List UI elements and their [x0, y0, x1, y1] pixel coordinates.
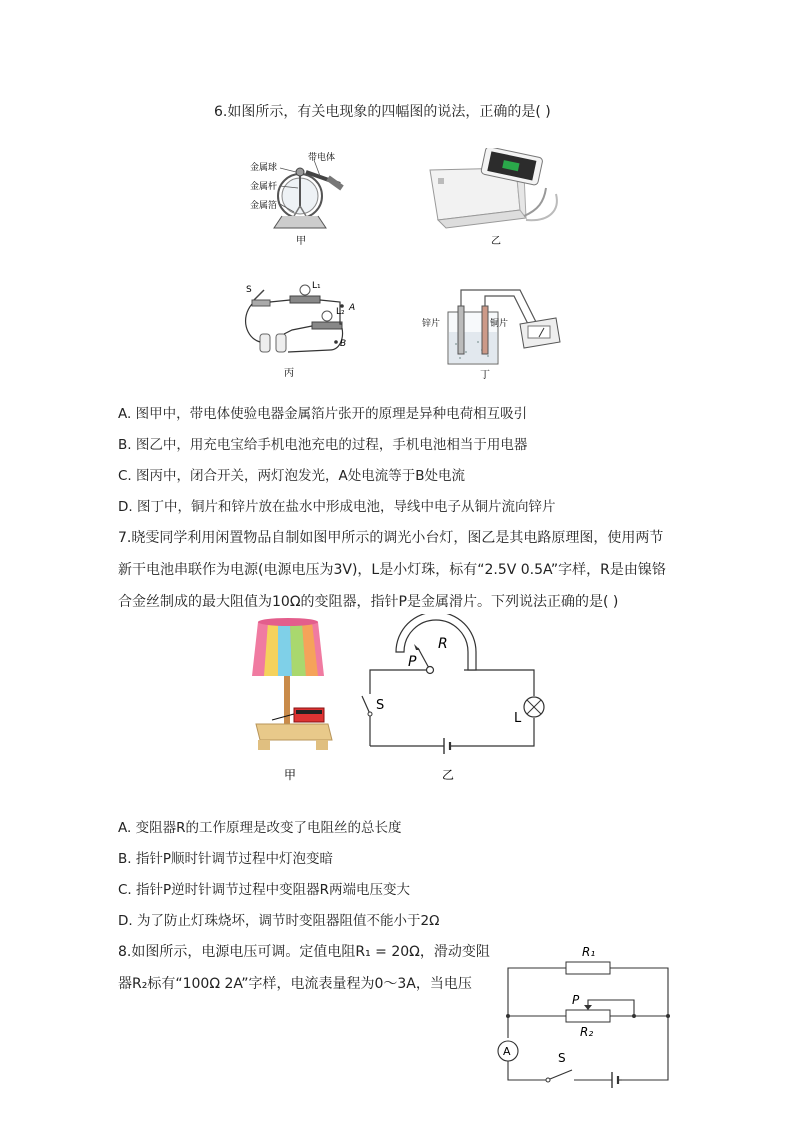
- label-bing-6: 丙: [284, 368, 294, 379]
- label-r2: R₂: [580, 1025, 594, 1039]
- label-lamp-l: L: [514, 711, 522, 726]
- figure-yi-powerbank: [420, 148, 570, 248]
- label-jia-6: 甲: [296, 236, 306, 247]
- q7-option-b: B. 指针P顺时针调节过程中灯泡变暗: [118, 851, 333, 867]
- label-metal-foil: 金属箔: [250, 201, 278, 211]
- label-switch-s-8: S: [558, 1051, 566, 1065]
- label-resistor-r: R: [438, 636, 448, 652]
- label-p-8: P: [572, 993, 580, 1007]
- figure-q8-circuit: [492, 938, 682, 1088]
- label-metal-rod: 金属杆: [250, 182, 278, 192]
- label-ding-6: 丁: [480, 370, 490, 381]
- ammeter-label: A: [503, 1045, 511, 1058]
- q7-option-d: D. 为了防止灯珠烧坏，调节时变阻器阻值不能小于2Ω: [118, 913, 440, 929]
- label-zinc: 锌片: [422, 319, 441, 329]
- q6-option-a: A. 图甲中，带电体使验电器金属箔片张开的原理是异种电荷相互吸引: [118, 406, 528, 422]
- q8-stem-line-2: 器R₂标有“100Ω 2A”字样，电流表量程为0～3A，当电压: [118, 976, 472, 992]
- figure-jia-lamp: [248, 616, 338, 784]
- figure-jia-electroscope: [240, 148, 360, 248]
- label-r1: R₁: [582, 945, 596, 959]
- label-yi-6: 乙: [491, 236, 501, 247]
- figure-ding-battery: [420, 282, 565, 382]
- q7-stem-line-3: 合金丝制成的最大阻值为10Ω的变阻器，指针P是金属滑片。下列说法正确的是( ): [118, 594, 619, 610]
- label-charged-body: 带电体: [308, 153, 336, 163]
- q6-stem: 6.如图所示，有关电现象的四幅图的说法，正确的是( ): [214, 104, 551, 120]
- label-switch-s-7: S: [376, 698, 385, 713]
- label-switch-s: S: [246, 285, 252, 295]
- label-copper: 铜片: [490, 319, 509, 329]
- q6-option-c: C. 图丙中，闭合开关，两灯泡发光，A处电流等于B处电流: [118, 468, 466, 484]
- q7-option-c: C. 指针P逆时针调节过程中变阻器R两端电压变大: [118, 882, 411, 898]
- label-point-b: B: [340, 339, 347, 349]
- label-jia-7: 甲: [284, 768, 297, 782]
- q7-option-a: A. 变阻器R的工作原理是改变了电阻丝的总长度: [118, 820, 402, 836]
- label-pointer-p: P: [408, 654, 417, 670]
- q6-option-b: B. 图乙中，用充电宝给手机电池充电的过程，手机电池相当于用电器: [118, 437, 528, 453]
- figure-yi-circuit-diagram: [352, 614, 552, 784]
- figure-bing-circuit: [232, 278, 362, 380]
- q7-stem-line-1: 7.晓雯同学利用闲置物品自制如图甲所示的调光小台灯，图乙是其电路原理图，使用两节: [118, 530, 664, 546]
- q8-stem-line-1: 8.如图所示，电源电压可调。定值电阻R₁ = 20Ω，滑动变阻: [118, 944, 490, 960]
- label-l2: L₂: [336, 307, 345, 317]
- label-l1: L₁: [312, 281, 321, 291]
- label-yi-7: 乙: [442, 768, 455, 782]
- label-metal-ball: 金属球: [250, 163, 278, 173]
- label-point-a: A: [349, 303, 356, 313]
- q6-option-d: D. 图丁中，铜片和锌片放在盐水中形成电池，导线中电子从铜片流向锌片: [118, 499, 556, 515]
- q7-stem-line-2: 新干电池串联作为电源(电源电压为3V)，L是小灯珠，标有“2.5V 0.5A”字样，R是由镍铬: [118, 562, 666, 578]
